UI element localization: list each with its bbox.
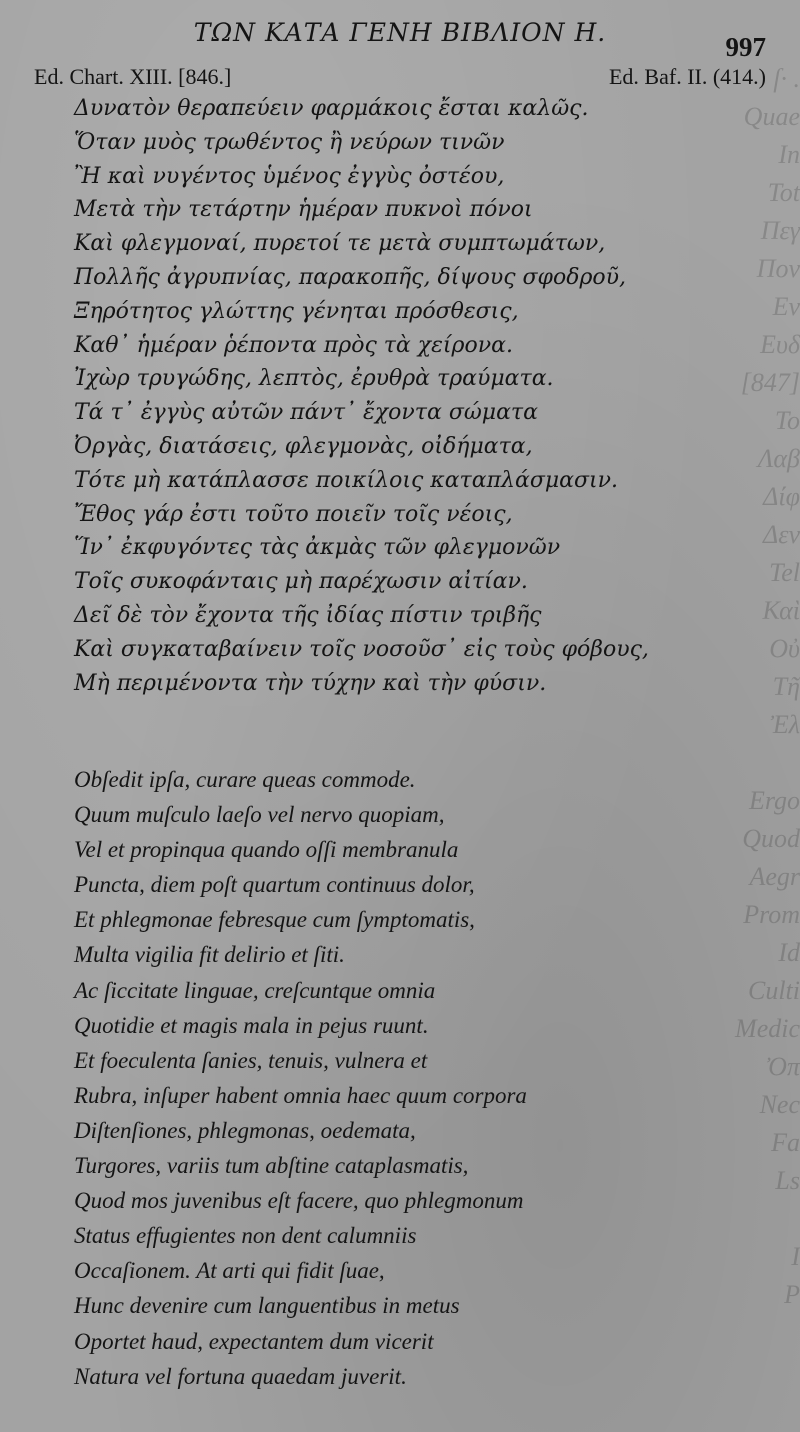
greek-verse: Ὅταν μυὸς τρωθέντος ἢ νεύρων τινῶν — [74, 129, 505, 155]
greek-verse: Ἵν᾽ ἐκφυγόντες τὰς ἀκμὰς τῶν φλεγμονῶν — [74, 535, 561, 561]
greek-verse: Καὶ φλεγμοναί, πυρετοί τε μετὰ συμπτωμάτων, — [74, 231, 606, 257]
greek-verse: Δυνατὸν θεραπεύειν φαρμάκοις ἔσται καλῶς. — [74, 96, 589, 121]
latin-verse: Diſtenſiones, phlegmonas, oedemata, — [74, 1117, 416, 1143]
latin-verse: Puncta, diem poſt quartum continuus dolor, — [74, 872, 475, 898]
greek-verse: Μὴ περιμένοντα τὴν τύχην καὶ τὴν φύσιν. — [74, 670, 547, 696]
greek-verse: Τοῖς συκοφάνταις μὴ παρέχωσιν αἰτίαν. — [74, 569, 528, 595]
latin-verse: Et foeculenta ſanies, tenuis, vulnera et — [74, 1047, 428, 1073]
latin-verse: Quod mos juvenibus eſt facere, quo phlegmonum — [74, 1188, 524, 1214]
greek-verse: Τά τ᾽ ἐγγὺς αὐτῶν πάντ᾽ ἔχοντα σώματα — [74, 400, 538, 426]
latin-verse: Quum muſculo laeſo vel nervo quopiam, — [74, 802, 445, 828]
latin-verse: Natura vel fortuna quaedam juverit. — [74, 1363, 407, 1389]
latin-verse: Obſedit ipſa, curare queas commode. — [74, 767, 416, 792]
latin-verse: Status effugientes non dent calumniis — [74, 1223, 417, 1249]
greek-verse: Καθ᾽ ἡμέραν ῥέποντα πρὸς τὰ χείρονα. — [74, 332, 513, 358]
greek-verse-block — [74, 92, 774, 700]
running-title: ΤΩΝ ΚΑΤΑ ΓΕΝΗ ΒΙΒΛΙΟΝ Η. — [193, 18, 607, 47]
greek-verse: Ξηρότητος γλώττης γένηται πρόσθεσις, — [74, 298, 519, 324]
edition-references — [34, 64, 766, 90]
latin-verse: Rubra, inſuper habent omnia haec quum corpora — [74, 1082, 527, 1108]
show-through-text: ſ· . Quae In Tot Πεγ Πον Ev Ευδ [847] To Λαβ Δίφ Δεν Tel Καὶ Οὐ Τῆ Ἐλ Ergo Quod Aegr Prom Id Culti Medic Ὀπ Nec Fa Ls I P — [735, 64, 800, 1309]
greek-verse: Πολλῆς ἀγρυπνίας, παρακοπῆς, δίψους σφοδροῦ, — [74, 264, 626, 290]
latin-verse: Turgores, variis tum abſtine cataplasmatis, — [74, 1153, 469, 1179]
latin-verse: Multa vigilia fit delirio et ſiti. — [74, 942, 345, 968]
greek-verse: Ὀργὰς, διατάσεις, φλεγμονὰς, οἰδήματα, — [74, 433, 533, 459]
greek-verse: Ἔθος γάρ ἐστι τοῦτο ποιεῖν τοῖς νέοις, — [74, 501, 513, 527]
greek-verse: Καὶ συγκαταβαίνειν τοῖς νοσοῦσ᾽ εἰς τοὺς φόβους, — [74, 636, 649, 662]
latin-verse: Occaſionem. At arti qui fidit ſuae, — [74, 1258, 385, 1284]
page-number: 997 — [725, 32, 766, 62]
latin-verse: Et phlegmonae febresque cum ſymptomatis, — [74, 907, 475, 933]
greek-verse: Ἢ καὶ νυγέντος ὑμένος ἐγγὺς ὀστέου, — [74, 163, 505, 189]
greek-verse: Τότε μὴ κατάπλασσε ποικίλοις καταπλάσμασιν. — [74, 467, 619, 493]
latin-verse-block — [74, 762, 774, 1394]
greek-verse: Ἰχὼρ τρυγώδης, λεπτὸς, ἐρυθρὰ τραύματα. — [74, 366, 554, 392]
latin-verse: Vel et propinqua quando oſſi membranula — [74, 837, 459, 863]
greek-verse: Δεῖ δὲ τὸν ἔχοντα τῆς ἰδίας πίστιν τριβῆς — [74, 602, 542, 628]
latin-verse: Hunc devenire cum languentibus in metus — [74, 1293, 460, 1319]
latin-verse: Quotidie et magis mala in pejus ruunt. — [74, 1012, 429, 1038]
edition-basel-reference: Ed. Baf. II. (414.) — [608, 64, 766, 89]
greek-verse: Μετὰ τὴν τετάρτην ἡμέραν πυκνοὶ πόνοι — [74, 197, 533, 223]
latin-verse: Oportet haud, expectantem dum vicerit — [74, 1328, 434, 1354]
edition-chartier-reference: Ed. Chart. XIII. [846.] — [34, 64, 232, 89]
latin-verse: Ac ſiccitate linguae, creſcuntque omnia — [74, 977, 436, 1003]
